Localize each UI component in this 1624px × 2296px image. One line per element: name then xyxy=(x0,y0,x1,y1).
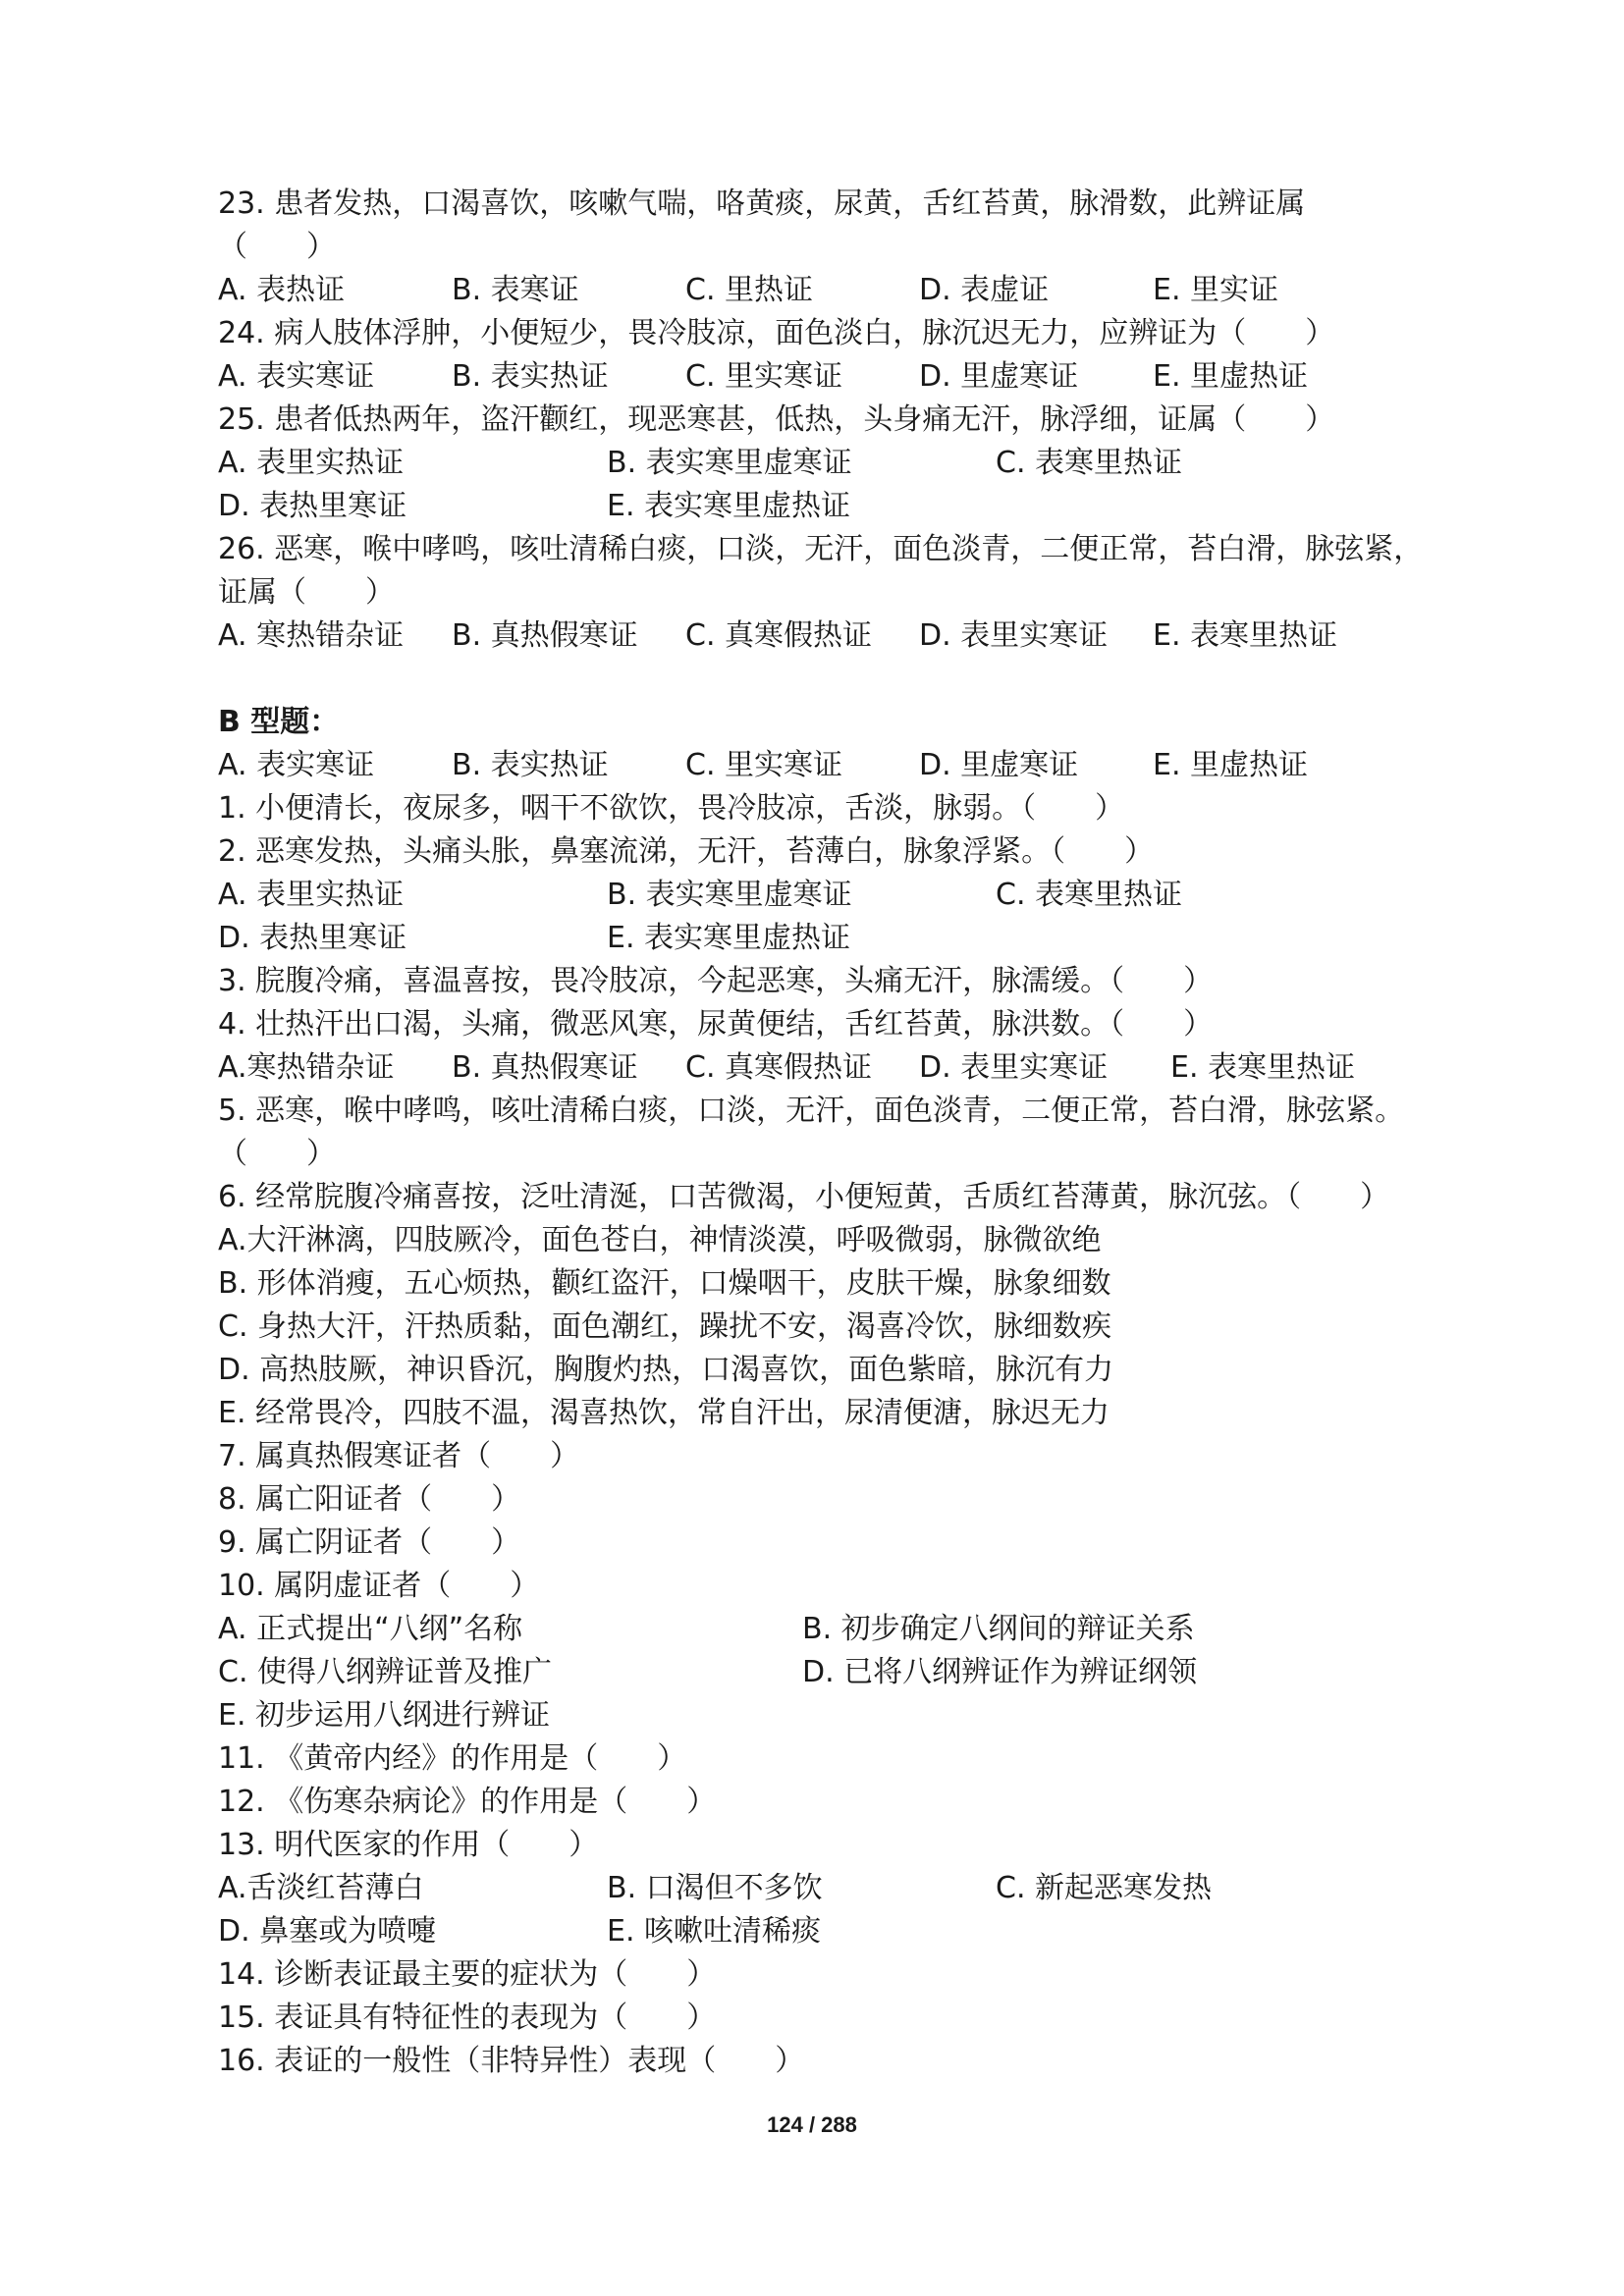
question-4: 4. 壮热汗出口渴，头痛，微恶风寒，尿黄便结，舌红苔黄，脉洪数。（ ） xyxy=(218,1007,1214,1041)
question-7: 7. 属真热假寒证者（ ） xyxy=(218,1439,580,1473)
option-e: E. 咳嗽吐清稀痰 xyxy=(607,1914,822,1949)
group-6-options-row2 xyxy=(218,1910,1426,1953)
group-5-option-e: E. 初步运用八纲进行辨证 xyxy=(218,1698,551,1733)
option-a: A.舌淡红苔薄白 xyxy=(218,1871,424,1905)
question-26-stem-cont: 证属（ ） xyxy=(218,575,395,610)
question-24-stem: 24. 病人肢体浮肿，小便短少，畏冷肢凉，面色淡白，脉沉迟无力，应辨证为（ ） xyxy=(218,316,1335,350)
question-3: 3. 脘腹冷痛，喜温喜按，畏冷肢凉，今起恶寒，头痛无汗，脉濡缓。（ ） xyxy=(218,964,1214,998)
option-b: B. 初步确定八纲间的辩证关系 xyxy=(802,1612,1195,1646)
group-4-option-d: D. 高热肢厥，神识昏沉，胸腹灼热，口渴喜饮，面色紫暗，脉沉有力 xyxy=(218,1353,1114,1387)
option-d: D. 表热里寒证 xyxy=(218,921,407,955)
question-26-stem: 26. 恶寒，喉中哮鸣，咳吐清稀白痰，口淡，无汗，面色淡青，二便正常，苔白滑，脉弦紧， xyxy=(218,532,1424,566)
option-a: A. 表实寒证 xyxy=(218,359,375,394)
option-a: A. 表里实热证 xyxy=(218,446,405,480)
question-24-options xyxy=(218,355,1426,399)
option-c: C. 使得八纲辨证普及推广 xyxy=(218,1655,553,1689)
option-d: D. 里虚寒证 xyxy=(919,748,1079,782)
group-1-options xyxy=(218,744,1426,787)
question-25-options-row1 xyxy=(218,442,1426,485)
question-list xyxy=(218,183,1426,2083)
question-11: 11. 《黄帝内经》的作用是（ ） xyxy=(218,1741,687,1776)
option-a: A. 表热证 xyxy=(218,273,346,307)
option-c: C. 表寒里热证 xyxy=(996,878,1183,912)
question-2: 2. 恶寒发热，头痛头胀，鼻塞流涕，无汗，苔薄白，脉象浮紧。（ ） xyxy=(218,834,1155,869)
option-e: E. 里虚热证 xyxy=(1153,748,1309,782)
group-6-options-row1 xyxy=(218,1867,1426,1910)
option-c: C. 里实寒证 xyxy=(685,748,843,782)
option-b: B. 口渴但不多饮 xyxy=(607,1871,823,1905)
question-5: 5. 恶寒，喉中哮鸣，咳吐清稀白痰，口淡，无汗，面色淡青，二便正常，苔白滑，脉弦紧。 xyxy=(218,1094,1405,1128)
question-15: 15. 表证具有特征性的表现为（ ） xyxy=(218,2001,717,2035)
option-c: C. 新起恶寒发热 xyxy=(996,1871,1213,1905)
group-2-options-row2 xyxy=(218,917,1426,960)
option-e: E. 里虚热证 xyxy=(1153,359,1309,394)
group-4-option-b: B. 形体消瘦，五心烦热，颧红盗汗，口燥咽干，皮肤干燥，脉象细数 xyxy=(218,1266,1111,1301)
option-a: A. 表实寒证 xyxy=(218,748,375,782)
group-5-options-row1 xyxy=(218,1608,1426,1651)
option-a: A. 表里实热证 xyxy=(218,878,405,912)
option-b: B. 表寒证 xyxy=(452,273,579,307)
question-23-blank: （ ） xyxy=(218,230,336,264)
question-23-stem: 23. 患者发热，口渴喜饮，咳嗽气喘，咯黄痰，尿黄，舌红苔黄，脉滑数，此辨证属 xyxy=(218,187,1306,221)
option-a: A.寒热错杂证 xyxy=(218,1050,395,1085)
option-c: C. 真寒假热证 xyxy=(685,618,873,653)
question-13: 13. 明代医家的作用（ ） xyxy=(218,1828,599,1862)
question-23-options xyxy=(218,269,1426,312)
group-3-options xyxy=(218,1046,1426,1090)
option-b: B. 表实热证 xyxy=(452,359,609,394)
question-12: 12. 《伤寒杂病论》的作用是（ ） xyxy=(218,1785,717,1819)
option-d: D. 表虚证 xyxy=(919,273,1050,307)
question-6: 6. 经常脘腹冷痛喜按，泛吐清涎，口苦微渴，小便短黄，舌质红苔薄黄，脉沉弦。（ ） xyxy=(218,1180,1390,1214)
option-c: C. 表寒里热证 xyxy=(996,446,1183,480)
group-4-option-e: E. 经常畏冷，四肢不温，渴喜热饮，常自汗出，尿清便溏，脉迟无力 xyxy=(218,1396,1110,1430)
question-16: 16. 表证的一般性（非特异性）表现（ ） xyxy=(218,2044,805,2078)
page-number: 124 / 288 xyxy=(767,2112,857,2137)
question-26-options xyxy=(218,614,1426,658)
question-14: 14. 诊断表证最主要的症状为（ ） xyxy=(218,1957,717,1992)
option-c: C. 真寒假热证 xyxy=(685,1050,873,1085)
option-a: A. 正式提出“八纲”名称 xyxy=(218,1612,523,1646)
option-b: B. 真热假寒证 xyxy=(452,618,638,653)
question-25-options-row2 xyxy=(218,485,1426,528)
option-b: B. 表实寒里虚寒证 xyxy=(607,878,852,912)
option-d: D. 表里实寒证 xyxy=(919,618,1109,653)
option-d: D. 里虚寒证 xyxy=(919,359,1079,394)
option-d: D. 已将八纲辨证作为辨证纲领 xyxy=(802,1655,1198,1689)
option-e: E. 里实证 xyxy=(1153,273,1279,307)
section-heading: B 型题： xyxy=(218,705,340,739)
option-b: B. 真热假寒证 xyxy=(452,1050,638,1085)
option-e: E. 表寒里热证 xyxy=(1170,1050,1356,1085)
group-4-option-c: C. 身热大汗，汗热质黏，面色潮红，躁扰不安，渴喜冷饮，脉细数疾 xyxy=(218,1309,1112,1344)
option-d: D. 表热里寒证 xyxy=(218,489,407,523)
option-c: C. 里热证 xyxy=(685,273,814,307)
option-e: E. 表寒里热证 xyxy=(1153,618,1338,653)
question-5-blank: （ ） xyxy=(218,1137,336,1171)
option-e: E. 表实寒里虚热证 xyxy=(607,489,851,523)
option-a: A. 寒热错杂证 xyxy=(218,618,405,653)
group-2-options-row1 xyxy=(218,874,1426,917)
question-10: 10. 属阴虚证者（ ） xyxy=(218,1569,540,1603)
option-d: D. 表里实寒证 xyxy=(919,1050,1109,1085)
group-5-options-row2 xyxy=(218,1651,1426,1694)
option-e: E. 表实寒里虚热证 xyxy=(607,921,851,955)
question-25-stem: 25. 患者低热两年，盗汗颧红，现恶寒甚，低热，头身痛无汗，脉浮细，证属（ ） xyxy=(218,402,1335,437)
option-d: D. 鼻塞或为喷嚏 xyxy=(218,1914,437,1949)
question-8: 8. 属亡阳证者（ ） xyxy=(218,1482,521,1517)
question-1: 1. 小便清长，夜尿多，咽干不欲饮，畏冷肢凉，舌淡，脉弱。（ ） xyxy=(218,791,1125,826)
option-b: B. 表实寒里虚寒证 xyxy=(607,446,852,480)
section-gap xyxy=(218,658,1426,701)
option-b: B. 表实热证 xyxy=(452,748,609,782)
group-4-option-a: A.大汗淋漓，四肢厥冷，面色苍白，神情淡漠，呼吸微弱，脉微欲绝 xyxy=(218,1223,1102,1257)
question-9: 9. 属亡阴证者（ ） xyxy=(218,1525,521,1560)
option-c: C. 里实寒证 xyxy=(685,359,843,394)
